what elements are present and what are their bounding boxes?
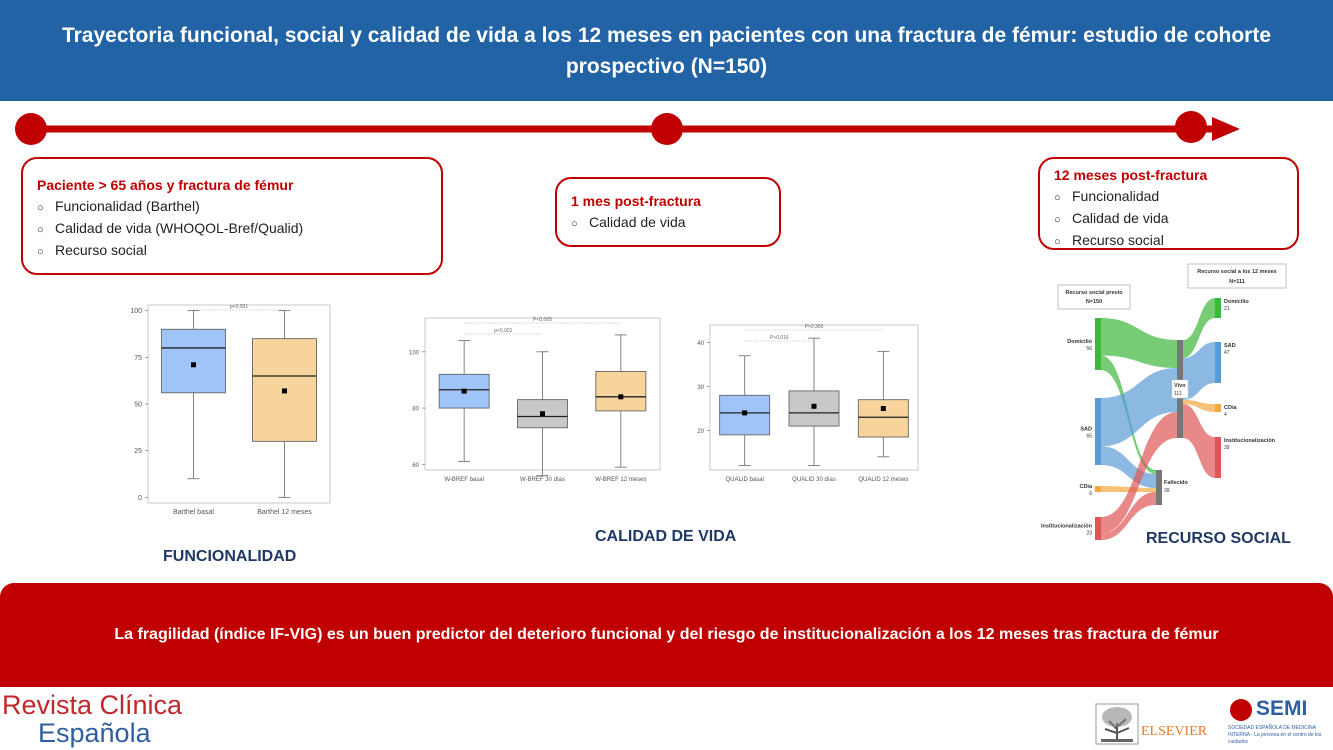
sankey-node-label: Domicilio <box>1067 339 1092 345</box>
semi-logo <box>1228 697 1330 747</box>
sankey-node-right <box>1215 437 1221 478</box>
x-tick-label: Barthel 12 meses <box>257 509 312 516</box>
y-tick-label: 0 <box>138 494 142 502</box>
sankey-node-middle <box>1156 470 1162 505</box>
x-tick-label: QUALID 12 meses <box>858 477 909 483</box>
box-month12-item: ○ Recurso social <box>1054 230 1283 252</box>
sankey-node-label: Institucionalización <box>1224 438 1276 444</box>
sankey-node-left <box>1095 517 1101 540</box>
box <box>596 371 646 410</box>
sankey-node-label: Fallecido <box>1164 480 1188 486</box>
sankey-left-header-box <box>1058 285 1130 309</box>
sankey-node-value: 39 <box>1224 445 1230 451</box>
significance-label: P<0,360 <box>804 324 824 330</box>
sankey-node-right <box>1215 404 1221 412</box>
y-tick-label: 30 <box>697 385 704 392</box>
y-tick-label: 60 <box>412 462 419 469</box>
revista-clinica-logo <box>2 691 182 747</box>
mean-marker <box>282 388 287 393</box>
sankey-node-right <box>1215 298 1221 318</box>
elsevier-tree-icon <box>1095 703 1139 745</box>
x-tick-label: W-BREF 12 meses <box>595 477 647 483</box>
box <box>858 400 908 437</box>
sankey-node-label: Vivo <box>1174 383 1186 389</box>
significance-label: p<0,001 <box>494 328 513 334</box>
page-title: Trayectoria funcional, social y calidad de vida a los 12 meses en pacientes con una fractura de fémur: estudio de cohorte prospectivo (N=150) <box>61 23 1272 78</box>
sankey-node-right <box>1215 342 1221 383</box>
y-tick-label: 40 <box>697 341 704 348</box>
box-month1-title: 1 mes post-fractura <box>571 193 701 209</box>
conclusion-banner <box>0 583 1333 687</box>
elsevier-logo <box>1095 703 1207 745</box>
label-recurso-social: RECURSO SOCIAL <box>1146 530 1291 547</box>
label-calidad-de-vida: CALIDAD DE VIDA <box>595 528 737 545</box>
sankey-node-value: 21 <box>1224 306 1230 312</box>
sankey-node-left <box>1095 398 1101 465</box>
mean-marker <box>462 389 467 394</box>
sankey-node-value: 65 <box>1086 433 1092 440</box>
mean-marker <box>191 362 196 367</box>
sankey-flow <box>1101 318 1177 368</box>
semi-subtitle: SOCIEDAD ESPAÑOLA DE MEDICINA INTERNA · La persona en el centro de los cuidados <box>1228 725 1322 745</box>
box-baseline-item: ○ Recurso social <box>37 240 427 262</box>
sankey-node-label: SAD <box>1080 426 1092 433</box>
sankey-node-value: 47 <box>1224 350 1230 356</box>
sankey-right-header: Recurso social a los 12 meses <box>1197 269 1277 275</box>
sankey-node-value: 56 <box>1086 346 1092 352</box>
mean-marker <box>881 406 886 411</box>
semi-dot-icon <box>1230 699 1252 721</box>
box-baseline-title: Paciente > 65 años y fractura de fémur <box>37 177 294 193</box>
mean-marker <box>618 394 623 399</box>
y-tick-label: 50 <box>134 401 142 409</box>
conclusion-text: La fragilidad (índice IF-VIG) es un buen predictor del deterioro funcional y del riesgo de institucionalización a los 12 meses tras fractura de fémur <box>114 626 1219 643</box>
label-funcionalidad: FUNCIONALIDAD <box>163 548 297 565</box>
sankey-node-value: 4 <box>1224 412 1227 418</box>
x-tick-label: W-BREF 30 días <box>520 477 565 483</box>
box-baseline-item: ○ Calidad de vida (WHOQOL-Bref/Qualid) <box>37 218 427 240</box>
y-tick-label: 25 <box>134 448 142 456</box>
sankey-node-value: 39 <box>1164 488 1170 494</box>
box-month12-title: 12 meses post-fractura <box>1054 167 1208 183</box>
sankey-right-header-n: N=111 <box>1229 279 1245 285</box>
sankey-node-left <box>1095 486 1101 492</box>
x-tick-label: W-BREF basal <box>444 477 484 483</box>
y-tick-label: 80 <box>412 406 419 413</box>
semi-name: SEMI <box>1256 697 1308 720</box>
sankey-node-label: SAD <box>1224 343 1236 349</box>
box-month1-item: ○ Calidad de vida <box>571 212 765 234</box>
significance-label: p<0,001 <box>229 304 249 310</box>
sankey-flow <box>1183 404 1215 478</box>
sankey-node-label: CDía <box>1224 405 1237 411</box>
sankey-node-label: CDía <box>1079 484 1092 490</box>
y-tick-label: 75 <box>134 354 142 362</box>
x-tick-label: QUALID basal <box>725 477 764 483</box>
sankey-node-value: 23 <box>1086 530 1092 537</box>
mean-marker <box>812 404 817 409</box>
sankey-node-label: Domicilio <box>1224 299 1249 305</box>
sankey-left-header-n: N=150 <box>1085 299 1103 305</box>
sankey-left-header: Recurso social previo <box>1065 290 1123 296</box>
revista-logo-line2: Española <box>38 718 151 748</box>
box-month12-item: ○ Calidad de vida <box>1054 208 1283 230</box>
box-month12-item: ○ Funcionalidad <box>1054 186 1283 208</box>
sankey-node-label: Institucionalización <box>1040 523 1092 530</box>
sankey-node-left <box>1095 318 1101 370</box>
y-tick-label: 20 <box>697 428 704 435</box>
x-tick-label: Barthel basal <box>173 509 214 516</box>
mean-marker <box>742 410 747 415</box>
mean-marker <box>540 411 545 416</box>
y-tick-label: 100 <box>130 308 142 316</box>
revista-logo-line1: Revista Clínica <box>2 690 183 720</box>
x-tick-label: QUALID 30 días <box>792 477 836 483</box>
box <box>162 329 226 393</box>
significance-label: P<0,016 <box>769 335 789 341</box>
box-baseline-item: ○ Funcionalidad (Barthel) <box>37 196 427 218</box>
elsevier-name: ELSEVIER <box>1141 724 1208 739</box>
sankey-node-value: 111 <box>1174 391 1182 397</box>
significance-label: P<0,005 <box>533 317 552 323</box>
sankey-node-value: 6 <box>1089 491 1092 497</box>
y-tick-label: 100 <box>408 350 419 357</box>
